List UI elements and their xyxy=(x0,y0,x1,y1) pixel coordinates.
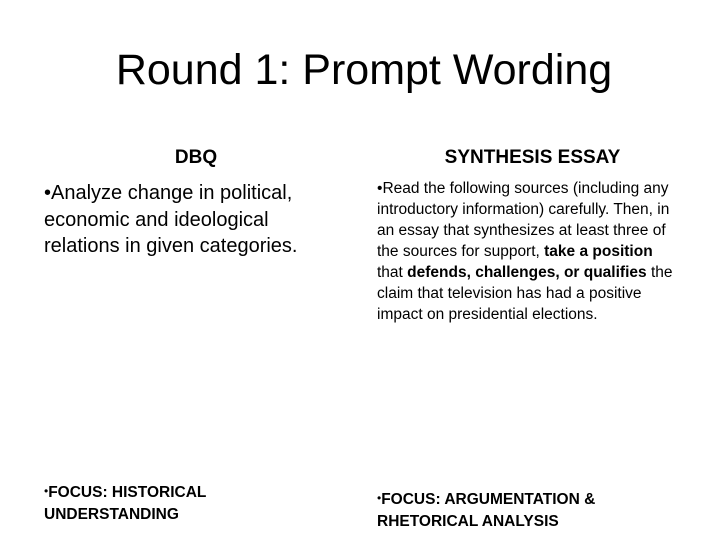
synthesis-prompt xyxy=(377,178,682,325)
bullet-icon: • xyxy=(44,484,49,498)
dbq-heading: DBQ xyxy=(174,147,218,168)
synthesis-prompt-emphasis-1: take a position xyxy=(544,243,653,260)
bullet-icon: • xyxy=(44,182,52,204)
synthesis-focus-text: FOCUS: ARGUMENTATION & RHETORICAL ANALYSIS xyxy=(377,491,596,530)
dbq-focus-text: FOCUS: HISTORICAL UNDERSTANDING xyxy=(44,484,207,523)
dbq-focus xyxy=(44,480,344,526)
slide-title: Round 1: Prompt Wording xyxy=(115,46,613,94)
bullet-icon: • xyxy=(377,180,383,197)
bullet-icon: • xyxy=(377,491,382,505)
synthesis-focus xyxy=(377,487,682,533)
synthesis-prompt-emphasis-2: defends, challenges, or qualifies xyxy=(407,264,647,281)
synthesis-prompt-text-3: the claim that television has had a positive impact on presidential elections. xyxy=(377,264,673,323)
dbq-prompt xyxy=(44,180,344,260)
synthesis-heading: SYNTHESIS ESSAY xyxy=(444,147,621,168)
synthesis-prompt-text-2: that xyxy=(377,264,408,281)
dbq-prompt-text: Analyze change in political, economic and ideological relations in given categories. xyxy=(44,182,298,257)
synthesis-prompt-text-1: Read the following sources (including any introductory information) carefully. Then, in an essay that synthesizes at least three of the sources for support, xyxy=(377,180,670,260)
